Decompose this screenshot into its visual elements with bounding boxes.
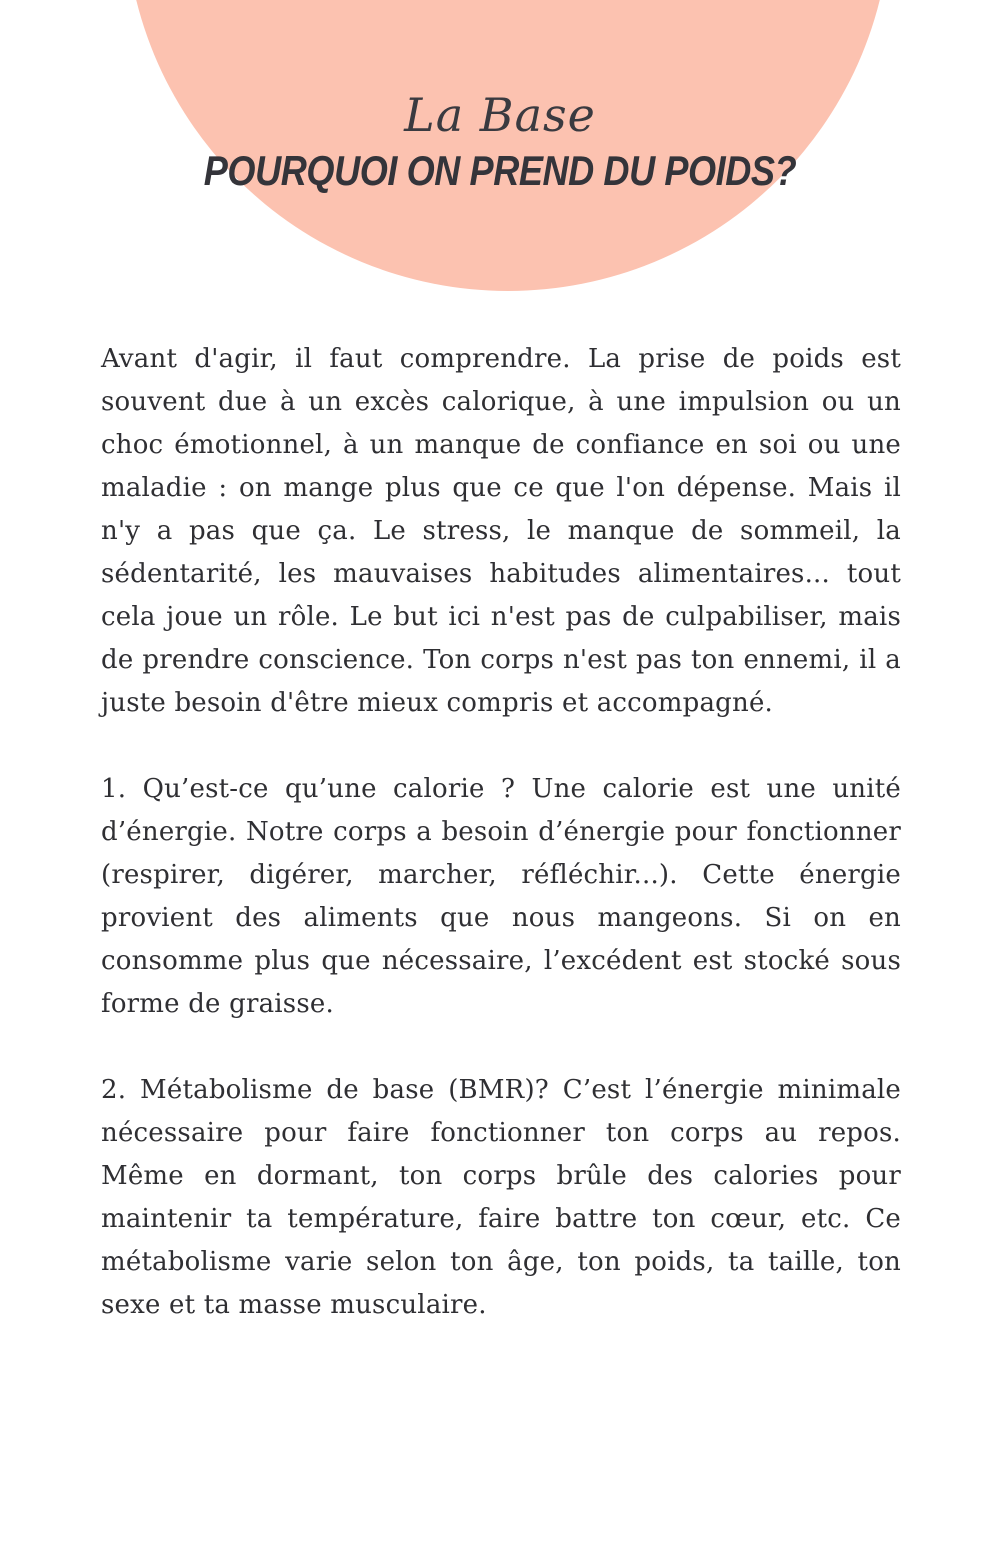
page-title: POURQUOI ON PREND DU POIDS? bbox=[203, 147, 797, 194]
intro-paragraph: Avant d'agir, il faut comprendre. La prise de poids est souvent due à un excès calorique, à une impulsion ou un choc émotionnel, à un manque de confiance en soi ou une maladie : on mange plus que ce que l'on dépense. Mais il n'y a pas que ça. Le stress, le manque de sommeil, la sédentarité, les mauvaises habitudes alimentaires... tout cela joue un rôle. Le but ici n'est pas de culpabiliser, mais de prendre conscience. Ton corps n'est pas ton ennemi, il a juste besoin d'être mieux compris et accompagné. bbox=[101, 344, 901, 718]
calorie-paragraph: 1. Qu’est-ce qu’une calorie ? Une calorie est une unité d’énergie. Notre corps a besoin d’énergie pour fonctionner (respirer, digérer, marcher, réfléchir...). Cette énergie provient des aliments que nous mangeons. Si on en consomme plus que nécessaire, l’excédent est stocké sous forme de graisse. bbox=[101, 774, 901, 1019]
bmr-paragraph: 2. Métabolisme de base (BMR)? C’est l’énergie minimale nécessaire pour faire fonctionner ton corps au repos. Même en dormant, ton corps brûle des calories pour maintenir ta température, faire battre ton cœur, etc. Ce métabolisme varie selon ton âge, ton poids, ta taille, ton sexe et ta masse musculaire. bbox=[101, 1075, 901, 1320]
section-label: La Base bbox=[404, 88, 596, 142]
body-text bbox=[101, 338, 901, 1370]
header-circle-decoration bbox=[125, 0, 891, 291]
